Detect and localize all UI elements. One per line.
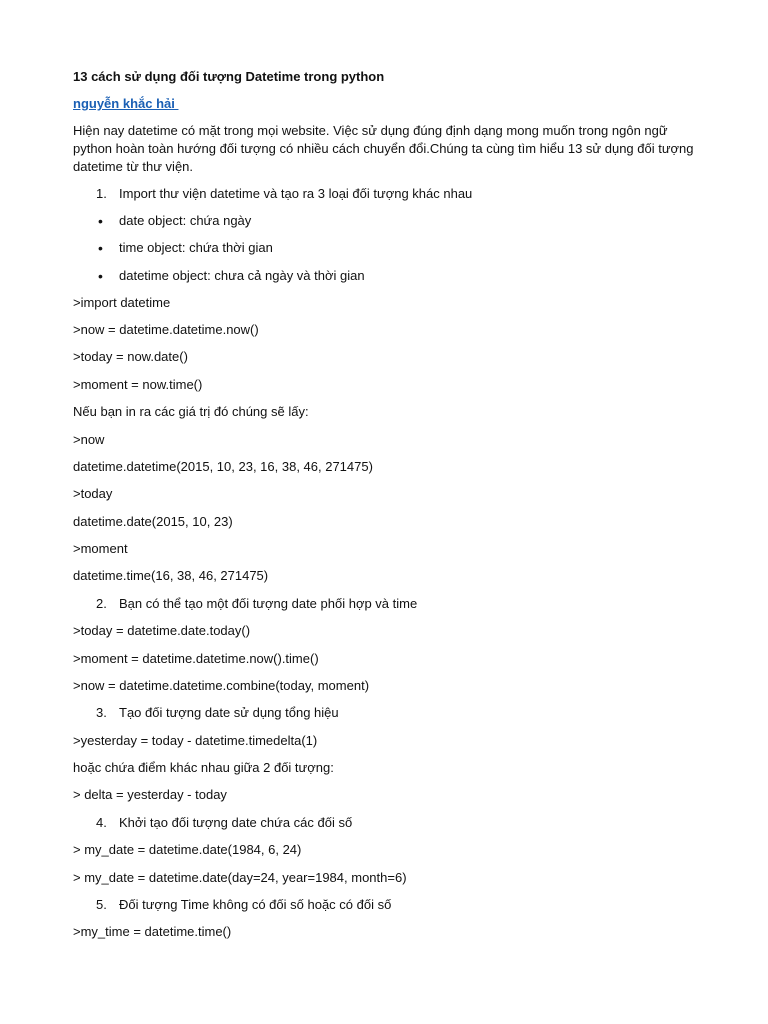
code-line: > delta = yesterday - today (73, 787, 227, 802)
intro-line-1: Hiện nay datetime có mặt trong mọi website. Việc sử dụng đúng định dạng mong muốn trong ngôn ngữ (73, 123, 668, 138)
bullet-marker: • (98, 268, 103, 284)
code-line: >import datetime (73, 295, 171, 310)
code-line: >my_time = datetime.time() (73, 924, 232, 939)
section4-number: 4. (96, 815, 107, 830)
code-line: >today (73, 486, 113, 501)
output-line: datetime.time(16, 38, 46, 271475) (73, 568, 269, 583)
code-line: >today = datetime.date.today() (73, 623, 251, 638)
code-line: >now = datetime.datetime.now() (73, 322, 259, 337)
body-line: Nếu bạn in ra các giá trị đó chúng sẽ lấy: (73, 404, 309, 419)
section5-number: 5. (96, 897, 107, 912)
code-line: > my_date = datetime.date(day=24, year=1984, month=6) (73, 870, 407, 885)
code-line: >today = now.date() (73, 349, 188, 364)
code-line: >moment (73, 541, 128, 556)
section2-heading: Bạn có thể tạo một đối tượng date phối hợp và time (119, 596, 418, 611)
section1-number: 1. (96, 186, 107, 201)
section4-heading: Khởi tạo đối tượng date chứa các đối số (119, 815, 353, 830)
bullet-item-date-object: date object: chứa ngày (119, 213, 252, 228)
body-line: hoặc chứa điểm khác nhau giữa 2 đối tượng: (73, 760, 334, 775)
output-line: datetime.datetime(2015, 10, 23, 16, 38, 46, 271475) (73, 459, 373, 474)
section2-number: 2. (96, 596, 107, 611)
code-line: >moment = now.time() (73, 377, 203, 392)
code-line: >now = datetime.datetime.combine(today, moment) (73, 678, 370, 693)
author-link[interactable]: nguyễn khắc hải (73, 96, 179, 111)
section3-heading: Tạo đối tượng date sử dụng tổng hiệu (119, 705, 339, 720)
bullet-item-datetime-object: datetime object: chưa cả ngày và thời gian (119, 268, 365, 283)
intro-line-2: python hoàn toàn hướng đối tượng có nhiều cách chuyển đổi.Chúng ta cùng tìm hiểu 13 sử dụng đối tượng (73, 141, 694, 156)
code-line: > my_date = datetime.date(1984, 6, 24) (73, 842, 302, 857)
output-line: datetime.date(2015, 10, 23) (73, 514, 233, 529)
code-line: >now (73, 432, 105, 447)
section1-heading: Import thư viện datetime và tạo ra 3 loại đối tượng khác nhau (119, 186, 473, 201)
code-line: >moment = datetime.datetime.now().time() (73, 651, 319, 666)
intro-line-3: datetime từ thư viện. (73, 159, 194, 174)
bullet-marker: • (98, 213, 103, 229)
section5-heading: Đối tượng Time không có đối số hoặc có đối số (119, 897, 392, 912)
bullet-marker: • (98, 240, 103, 256)
bullet-item-time-object: time object: chứa thời gian (119, 240, 273, 255)
section3-number: 3. (96, 705, 107, 720)
document-title: 13 cách sử dụng đối tượng Datetime trong python (73, 69, 385, 84)
code-line: >yesterday = today - datetime.timedelta(1) (73, 733, 318, 748)
